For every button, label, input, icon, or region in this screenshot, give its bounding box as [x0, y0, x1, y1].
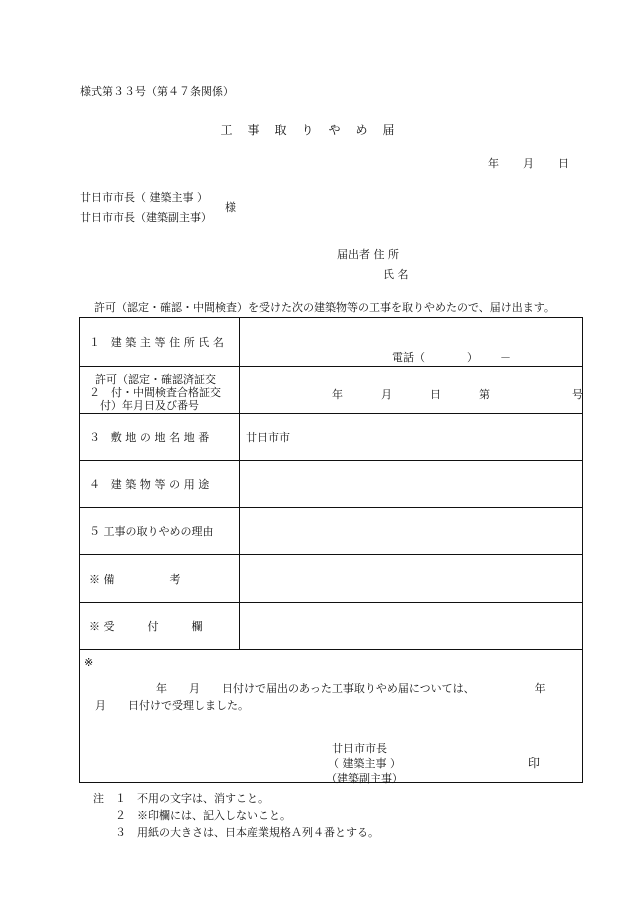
- seal-mark: 印: [528, 756, 541, 770]
- form-number: 様式第３３号（第４７条関係）: [80, 85, 234, 98]
- owner-field[interactable]: [240, 318, 582, 366]
- note-text: ※印欄には、記入しないこと。: [137, 809, 291, 822]
- acceptance-line-1: [156, 680, 546, 696]
- note-item: [93, 807, 379, 824]
- reason-field[interactable]: [240, 508, 582, 554]
- permit-field[interactable]: [240, 367, 582, 413]
- note-number: ２: [115, 809, 126, 822]
- use-field[interactable]: [240, 461, 582, 507]
- row-reason: [80, 508, 582, 555]
- acceptance-line-2: 月 日付けで受理しました。: [95, 699, 249, 712]
- date-year: 年: [488, 157, 499, 170]
- permit-no-prefix: 第: [479, 388, 490, 401]
- submission-date: [488, 155, 569, 171]
- signatory-official: （ 建築主事 ）: [328, 757, 401, 770]
- applicant-address-label: 届出者 住 所: [337, 248, 399, 261]
- row-remarks: [80, 555, 582, 603]
- row-reception: [80, 603, 582, 650]
- applicant-name-label: 氏 名: [383, 268, 409, 281]
- site-field[interactable]: [240, 414, 582, 460]
- row-permit-label-1: 許可（認定・確認済証交: [95, 373, 216, 386]
- row-reason-label: ５ 工事の取りやめの理由: [89, 525, 214, 538]
- date-day: 日: [558, 157, 569, 170]
- notes-prefix: 注: [93, 792, 104, 805]
- phone-dash: －: [500, 351, 511, 364]
- note-number: ３: [115, 826, 126, 839]
- row-use: [80, 461, 582, 508]
- row-use-label: ４ 建築物等の用途: [89, 478, 213, 491]
- permit-year: 年: [332, 388, 343, 401]
- page-title: 工事取りやめ届: [220, 123, 410, 137]
- intro-statement: 許可（認定・確認・中間検査）を受けた次の建築物等の工事を取りやめたので、届け出ます。: [94, 301, 555, 314]
- row-remarks-label: ※ 備 考: [89, 572, 181, 586]
- permit-no-suffix: 号: [572, 388, 583, 401]
- row-reception-label: ※ 受 付 欄: [89, 620, 203, 633]
- row-site-label: ３ 敷地の地名地番: [89, 431, 213, 444]
- note-text: 用紙の大きさは、日本産業規格Ａ列４番とする。: [137, 826, 379, 839]
- row-permit-label-3: 付）年月日及び番号: [89, 399, 199, 412]
- notification-form-table: [79, 317, 583, 783]
- note-number: １: [115, 792, 126, 805]
- acceptance-mark: ※: [84, 656, 94, 669]
- reception-field[interactable]: [240, 603, 582, 649]
- note-item: [93, 824, 379, 841]
- acceptance-line-1b: 年: [534, 682, 546, 695]
- phone-field: [392, 349, 511, 365]
- note-item: [93, 790, 379, 807]
- permit-date: [332, 386, 583, 402]
- note-text: 不用の文字は、消すこと。: [137, 792, 269, 805]
- row-permit-label-2: ２ 付・中間検査合格証交: [89, 386, 221, 399]
- addressee-deputy-official: 廿日市市長（建築副主事）: [80, 211, 212, 224]
- phone-label: 電話（: [392, 351, 425, 364]
- site-value: 廿日市市: [246, 431, 290, 444]
- addressee-building-official: 廿日市市長（ 建築主事 ）: [80, 191, 208, 204]
- signatory-deputy: （建築副主事）: [326, 772, 403, 785]
- notes: [93, 790, 379, 841]
- permit-month: 月: [381, 388, 392, 401]
- honorific: 様: [225, 201, 236, 214]
- phone-close: ）: [467, 351, 478, 364]
- row-owner: [80, 318, 582, 367]
- permit-day: 日: [430, 388, 441, 401]
- acceptance-section: [80, 650, 582, 784]
- remarks-field[interactable]: [240, 555, 582, 602]
- row-owner-label: １ 建築主等住所氏名: [89, 336, 228, 349]
- acceptance-line-1a: 年 月 日付けで届出のあった工事取りやめ届については、: [156, 682, 475, 695]
- signatory-mayor: 廿日市市長: [332, 742, 387, 755]
- date-month: 月: [523, 157, 534, 170]
- row-permit: [80, 367, 582, 414]
- row-site: [80, 414, 582, 461]
